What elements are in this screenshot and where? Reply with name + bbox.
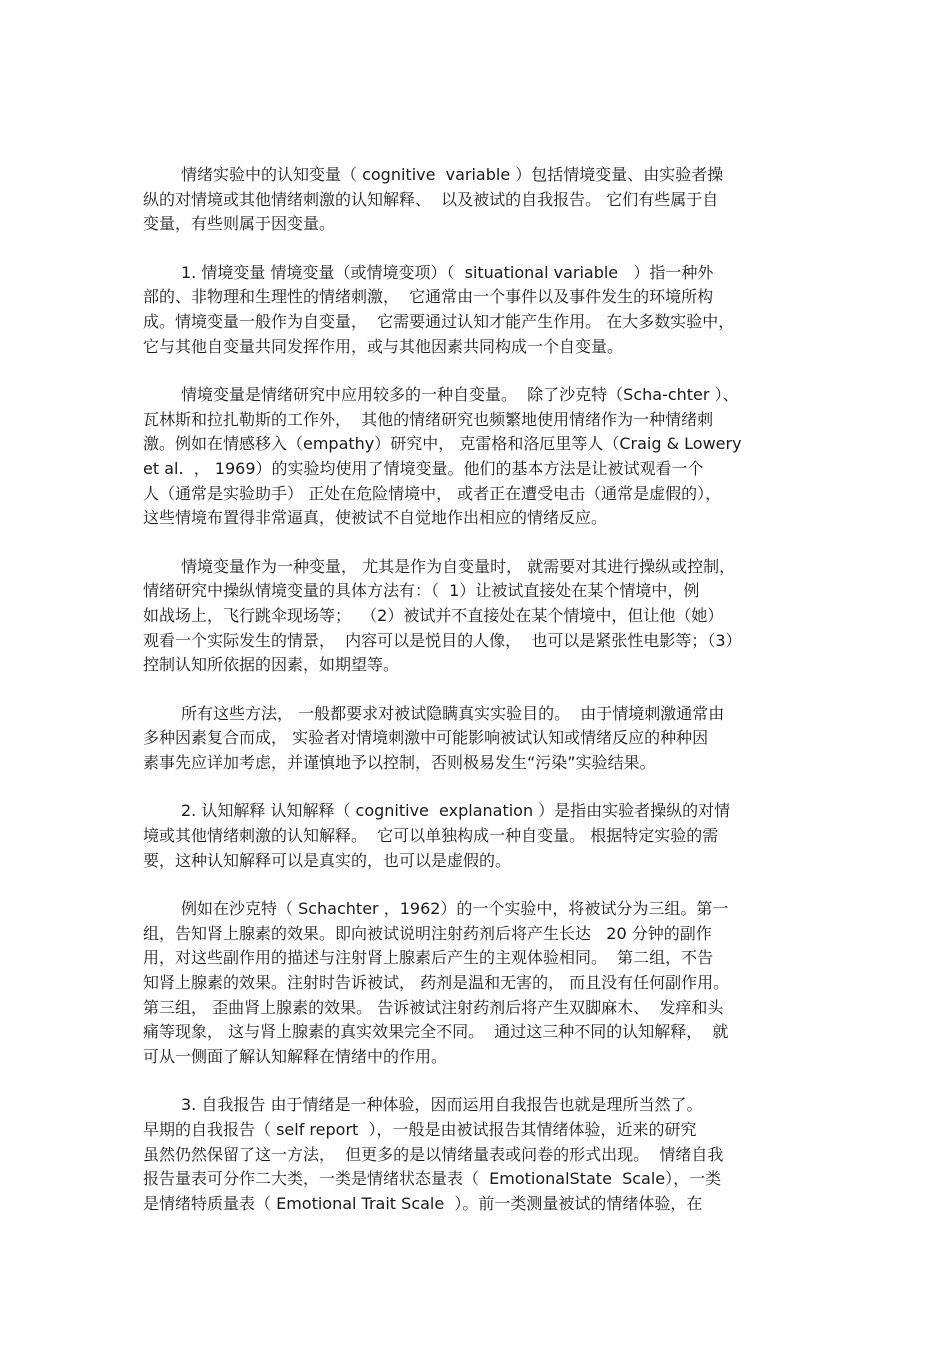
text-line: 部的、非物理和生理性的情绪刺激， 它通常由一个事件以及事件发生的环境所构 <box>143 287 714 307</box>
text-line: 第三组， 歪曲肾上腺素的效果。 告诉被试注射药剂后将产生双脚麻木、 发痒和头 <box>143 997 724 1017</box>
paragraph-cognitive-explanation <box>143 799 808 873</box>
text-line: 情绪研究中操纵情境变量的具体方法有：（ 1）让被试直接处在某个情境中，例 <box>143 581 700 601</box>
text-line: 如战场上，飞行跳伞现场等； （2）被试并不直接处在某个情境中，但让他（她） <box>143 605 724 625</box>
text-line: 情境变量作为一种变量， 尤其是作为自变量时， 就需要对其进行操纵或控制， <box>181 556 736 576</box>
text-line: 变量，有些则属于因变量。 <box>143 214 336 234</box>
paragraph-situational-variable <box>143 261 808 359</box>
document-body <box>143 163 808 1240</box>
text-line: 多种因素复合而成， 实验者对情境刺激中可能影响被试认知或情绪反应的种种因 <box>143 728 709 748</box>
text-line: 情境变量是情绪研究中应用较多的一种自变量。 除了沙克特（Scha-chter ）、 <box>181 385 739 405</box>
text-line: et al. ， 1969）的实验均使用了情境变量。他们的基本方法是让被试观看一个 <box>143 458 704 478</box>
paragraph-schachter-experiment <box>143 897 808 1069</box>
paragraph-self-report <box>143 1093 808 1216</box>
text-line: 纵的对情境或其他情绪刺激的认知解释、 以及被试的自我报告。 它们有些属于自 <box>143 189 719 209</box>
text-line: 成。情境变量一般作为自变量， 它需要通过认知才能产生作用。 在大多数实验中， <box>143 311 735 331</box>
text-line: 观看一个实际发生的情景， 内容可以是悦目的人像， 也可以是紧张性电影等；（3） <box>143 630 742 650</box>
text-line: 报告量表可分作二大类，一类是情绪状态量表（ EmotionalState Scale），一类 <box>143 1169 722 1189</box>
text-line: 1. 情境变量 情境变量（或情境变项）（ situational variable ）指一种外 <box>181 262 714 282</box>
text-line: 可从一侧面了解认知解释在情绪中的作用。 <box>143 1046 448 1066</box>
text-line: 痛等现象， 这与肾上腺素的真实效果完全不同。 通过这三种不同的认知解释， 就 <box>143 1022 729 1042</box>
text-line: 素事先应详加考虑，并谨慎地予以控制，否则极易发生“污染”实验结果。 <box>143 752 656 772</box>
text-line: 境或其他情绪刺激的认知解释。 它可以单独构成一种自变量。 根据特定实验的需 <box>143 826 719 846</box>
text-line: 要，这种认知解释可以是真实的，也可以是虚假的。 <box>143 850 512 870</box>
text-line: 人（通常是实验助手） 正处在危险情境中， 或者正在遭受电击（通常是虚假的）， <box>143 483 722 503</box>
text-line: 它与其他自变量共同发挥作用，或与其他因素共同构成一个自变量。 <box>143 336 624 356</box>
text-line: 所有这些方法， 一般都要求对被试隐瞒真实实验目的。 由于情境刺激通常由 <box>181 703 725 723</box>
text-line: 早期的自我报告（ self report ），一般是由被试报告其情绪体验，近来的研究 <box>143 1120 697 1139</box>
paragraph-concealment <box>143 702 808 776</box>
text-line: 3. 自我报告 由于情绪是一种体验，因而运用自我报告也就是理所当然了。 <box>181 1095 703 1115</box>
text-line: 用，对这些副作用的描述与注射肾上腺素后产生的主观体验相同。 第二组，不告 <box>143 948 714 968</box>
text-line: 控制认知所依据的因素，如期望等。 <box>143 655 400 675</box>
paragraph-manipulation-methods <box>143 555 808 678</box>
text-line: 是情绪特质量表（ Emotional Trait Scale ）。前一类测量被试的情绪体验，在 <box>143 1193 703 1213</box>
text-line: 虽然仍然保留了这一方法， 但更多的是以情绪量表或问卷的形式出现。 情绪自我 <box>143 1144 724 1164</box>
text-line: 知肾上腺素的效果。注射时告诉被试， 药剂是温和无害的， 而且没有任何副作用。 <box>143 973 730 993</box>
text-line: 这些情境布置得非常逼真，使被试不自觉地作出相应的情绪反应。 <box>143 508 608 528</box>
text-line: 瓦林斯和拉扎勒斯的工作外， 其他的情绪研究也频繁地使用情绪作为一种情绪刺 <box>143 409 714 429</box>
text-line: 2. 认知解释 认知解释（ cognitive explanation ）是指由实验者操纵的对情 <box>181 801 731 821</box>
paragraph-intro-cognitive-variables <box>143 163 808 237</box>
text-line: 激。例如在情感移入（empathy）研究中， 克雷格和洛厄里等人（Craig & Lowery <box>143 434 742 454</box>
paragraph-situational-variable-usage <box>143 383 808 531</box>
text-line: 情绪实验中的认知变量（ cognitive variable ）包括情境变量、由实验者操 <box>181 165 724 184</box>
text-line: 例如在沙克特（ Schachter ，1962）的一个实验中，将被试分为三组。第一 <box>181 899 729 919</box>
text-line: 组，告知肾上腺素的效果。即向被试说明注射药剂后将产生长达 20 分钟的副作 <box>143 923 712 943</box>
